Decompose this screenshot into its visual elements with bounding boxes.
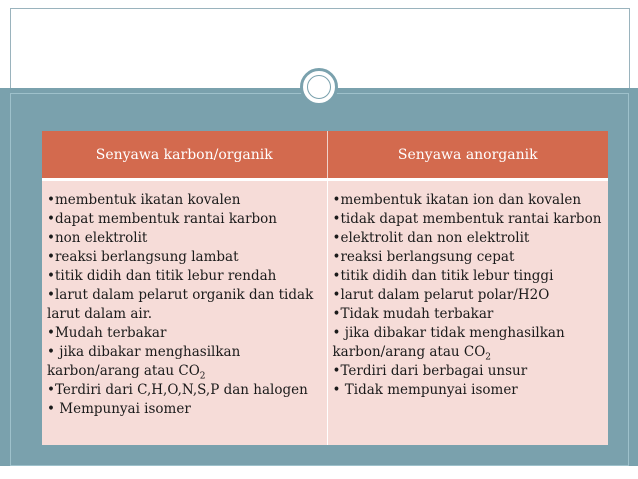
- list-item: • jika dibakar tidak menghasilkan karbon/arang atau $CO_2$: [332, 325, 565, 363]
- list-item: •dapat membentuk rantai karbon: [47, 211, 277, 227]
- list-item: •membentuk ikatan ion dan kovalen: [332, 192, 582, 208]
- list-item: •Tidak mudah terbakar: [332, 306, 494, 322]
- list-item: •larut dalam pelarut organik dan tidak larut dalam air.: [47, 287, 314, 322]
- circle-ornament-icon: [300, 68, 338, 106]
- list-item: •titik didih dan titik lebur rendah: [47, 268, 277, 284]
- list-item: •reaksi berlangsung lambat: [47, 249, 239, 265]
- list-item: •Mudah terbakar: [47, 325, 167, 341]
- list-item: •titik didih dan titik lebur tinggi: [332, 268, 554, 284]
- co2-subscript: 2: [485, 352, 492, 363]
- list-item: • Tidak mempunyai isomer: [332, 382, 518, 398]
- table-header-row: [42, 131, 608, 180]
- list-item: •Terdiri dari berbagai unsur: [332, 363, 528, 379]
- list-item: •Terdiri dari C,H,O,N,S,P dan halogen: [47, 382, 308, 398]
- cell-anorganik: [327, 180, 608, 446]
- header-organik: Senyawa karbon/organik: [42, 131, 327, 180]
- list-item: •tidak dapat membentuk rantai karbon: [332, 211, 602, 227]
- table-row: [42, 180, 608, 446]
- list-item: •reaksi berlangsung cepat: [332, 249, 515, 265]
- list-item: •non elektrolit: [47, 230, 148, 246]
- list-item: •larut dalam pelarut polar/H2O: [332, 287, 550, 303]
- list-item: •elektrolit dan non elektrolit: [332, 230, 530, 246]
- co2-subscript: 2: [199, 371, 206, 382]
- list-item: • jika dibakar menghasilkan karbon/arang atau $CO_2$: [47, 344, 241, 382]
- cell-organik: [42, 180, 327, 446]
- comparison-table: [42, 131, 608, 445]
- bottom-strip: [0, 466, 638, 479]
- list-item: •membentuk ikatan kovalen: [47, 192, 241, 208]
- header-anorganik: Senyawa anorganik: [327, 131, 608, 180]
- list-item: • Mempunyai isomer: [47, 401, 191, 417]
